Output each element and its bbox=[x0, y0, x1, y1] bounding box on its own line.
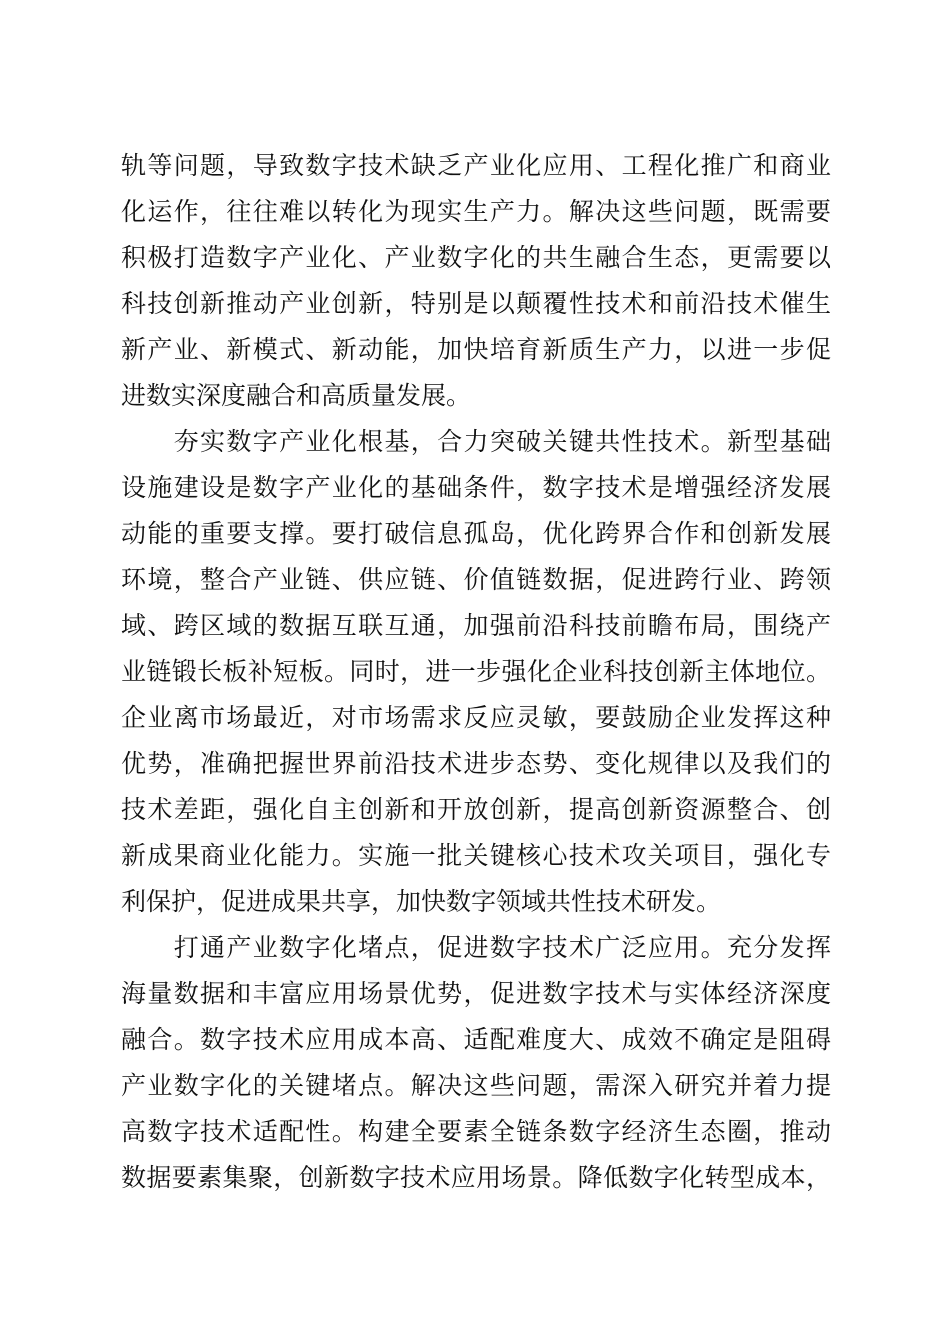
paragraph-line: 新产业、新模式、新动能，加快培育新质生产力，以进一步促 bbox=[121, 335, 831, 364]
paragraph-line: 高数字技术适配性。构建全要素全链条数字经济生态圈，推动 bbox=[121, 1117, 831, 1146]
paragraph-line: 轨等问题，导致数字技术缺乏产业化应用、工程化推广和商业 bbox=[121, 151, 831, 180]
paragraph-line: 域、跨区域的数据互联互通，加强前沿科技前瞻布局，围绕产 bbox=[121, 611, 831, 640]
paragraph-line: 利保护，促进成果共享，加快数字领域共性技术研发。 bbox=[121, 887, 722, 916]
paragraph-line: 环境，整合产业链、供应链、价值链数据，促进跨行业、跨领 bbox=[121, 565, 831, 594]
paragraph-2 bbox=[121, 419, 831, 925]
paragraph-line: 夯实数字产业化根基，合力突破关键共性技术。新型基础 bbox=[121, 427, 831, 456]
paragraph-line: 积极打造数字产业化、产业数字化的共生融合生态，更需要以 bbox=[121, 243, 831, 272]
paragraph-line: 进数实深度融合和高质量发展。 bbox=[121, 381, 472, 410]
paragraph-line: 动能的重要支撑。要打破信息孤岛，优化跨界合作和创新发展 bbox=[121, 519, 831, 548]
document-body bbox=[121, 143, 831, 1201]
paragraph-line: 新成果商业化能力。实施一批关键核心技术攻关项目，强化专 bbox=[121, 841, 831, 870]
paragraph-line: 数据要素集聚，创新数字技术应用场景。降低数字化转型成本， bbox=[121, 1163, 831, 1192]
paragraph-line: 科技创新推动产业创新，特别是以颠覆性技术和前沿技术催生 bbox=[121, 289, 831, 318]
paragraph-line: 化运作，往往难以转化为现实生产力。解决这些问题，既需要 bbox=[121, 197, 831, 226]
paragraph-3 bbox=[121, 925, 831, 1201]
paragraph-line: 打通产业数字化堵点，促进数字技术广泛应用。充分发挥 bbox=[121, 933, 831, 962]
paragraph-line: 设施建设是数字产业化的基础条件，数字技术是增强经济发展 bbox=[121, 473, 831, 502]
paragraph-line: 融合。数字技术应用成本高、适配难度大、成效不确定是阻碍 bbox=[121, 1025, 831, 1054]
paragraph-line: 企业离市场最近，对市场需求反应灵敏，要鼓励企业发挥这种 bbox=[121, 703, 831, 732]
paragraph-line: 业链锻长板补短板。同时，进一步强化企业科技创新主体地位。 bbox=[121, 657, 831, 686]
paragraph-line: 技术差距，强化自主创新和开放创新，提高创新资源整合、创 bbox=[121, 795, 831, 824]
paragraph-1 bbox=[121, 143, 831, 419]
paragraph-line: 优势，准确把握世界前沿技术进步态势、变化规律以及我们的 bbox=[121, 749, 831, 778]
paragraph-line: 海量数据和丰富应用场景优势，促进数字技术与实体经济深度 bbox=[121, 979, 831, 1008]
paragraph-line: 产业数字化的关键堵点。解决这些问题，需深入研究并着力提 bbox=[121, 1071, 831, 1100]
